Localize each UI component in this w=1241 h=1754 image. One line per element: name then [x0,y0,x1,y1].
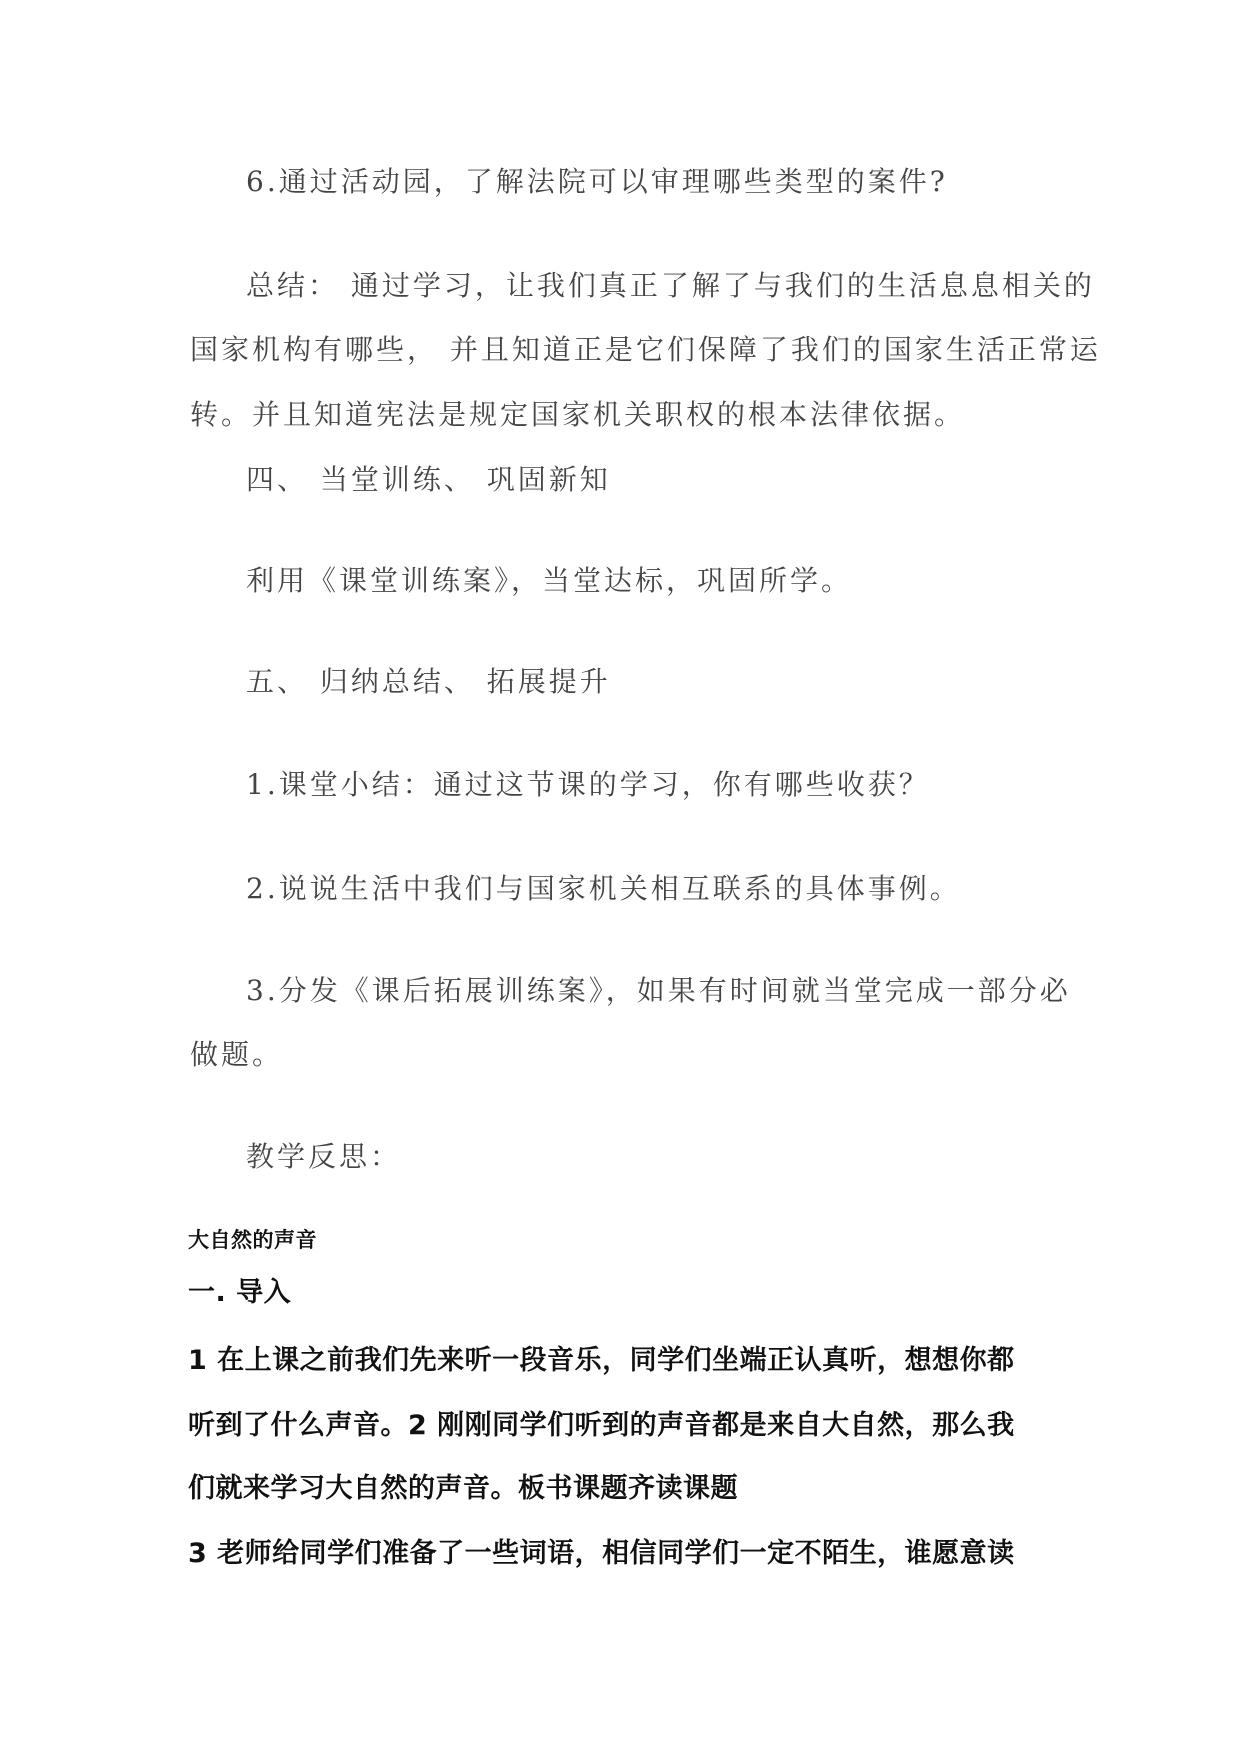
paragraph-line-1: 1 在上课之前我们先来听一段音乐，同学们坐端正认真听，想想你都 [188,1345,1015,1376]
section-4-text: 利用《课堂训练案》，当堂达标，巩固所学。 [246,564,853,597]
summary-line-3: 转。并且知道宪法是规定国家机关职权的根本法律依据。 [190,398,966,431]
item-6-text: 6.通过活动园，了解法院可以审理哪些类型的案件? [246,165,948,198]
paragraph-line-3: 们就来学习大自然的声音。板书课题齐读课题 [188,1473,738,1504]
section-5-heading: 五、 归纳总结、 拓展提升 [246,665,611,698]
teaching-reflection: 教学反思： [246,1140,402,1173]
section-1-heading: 一. 导入 [188,1277,292,1308]
lesson-title: 大自然的声音 [188,1228,317,1252]
section-4-heading: 四、 当堂训练、 巩固新知 [246,463,611,496]
paragraph-line-2: 听到了什么声音。2 刚刚同学们听到的声音都是来自大自然，那么我 [188,1410,1015,1441]
summary-line-1: 总结： 通过学习，让我们真正了解了与我们的生活息息相关的 [246,269,1095,302]
paragraph-line-4: 3 老师给同学们准备了一些词语，相信同学们一定不陌生，谁愿意读 [188,1538,1015,1569]
point-3-line-1: 3.分发《课后拓展训练案》，如果有时间就当堂完成一部分必 [246,974,1071,1007]
point-3-line-2: 做题。 [190,1038,284,1071]
summary-line-2: 国家机构有哪些， 并且知道正是它们保障了我们的国家生活正常运 [190,333,1101,366]
point-1: 1.课堂小结：通过这节课的学习，你有哪些收获？ [246,768,930,801]
point-2: 2.说说生活中我们与国家机关相互联系的具体事例。 [246,872,961,905]
